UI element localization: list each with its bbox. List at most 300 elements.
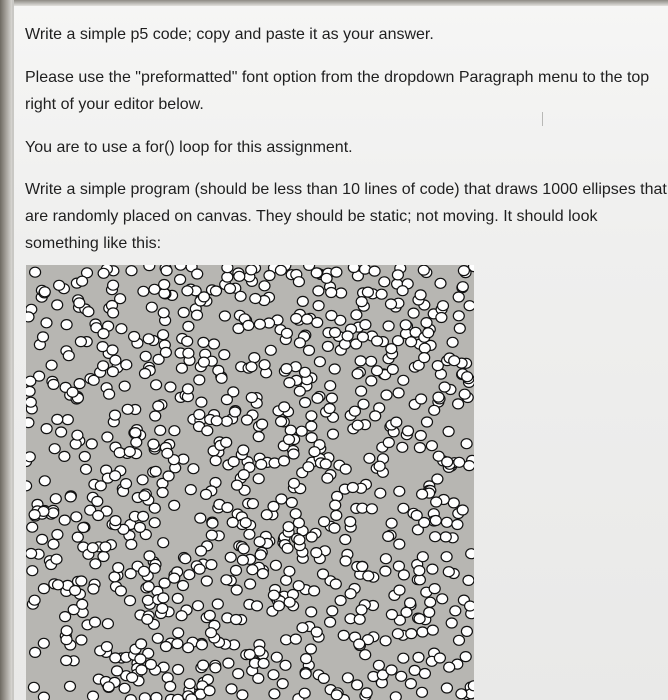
ellipse [311,627,322,637]
ellipse [49,444,60,454]
ellipse [293,581,304,591]
ellipse [427,625,438,635]
ellipse [210,663,221,673]
ellipse [115,586,126,596]
ellipse [440,532,451,542]
ellipse [104,389,115,399]
ellipse [27,522,38,532]
ellipse [28,682,39,692]
ellipse [51,554,62,564]
ellipse [196,546,207,556]
ellipse [139,566,150,576]
ellipse [253,673,264,683]
ellipse [376,289,387,299]
ellipse [150,466,161,476]
ellipse [329,523,340,533]
ellipse [417,627,428,637]
ellipse [461,439,472,449]
ellipse [194,564,205,574]
ellipse [238,470,249,480]
ellipse [422,417,433,427]
ellipse [110,653,121,663]
ellipse [313,301,324,311]
ellipse [81,464,92,474]
ellipse [453,311,464,321]
ellipse [392,629,403,639]
ellipse [259,281,270,291]
ellipse [366,504,377,514]
ellipse [450,606,461,616]
ellipse [429,584,440,594]
ellipse [107,345,118,355]
ellipse [300,367,311,377]
ellipse [380,636,391,646]
ellipse [184,679,195,689]
ellipse [363,571,374,581]
ellipse [355,356,366,366]
ellipse [271,652,282,662]
ellipse [281,328,292,338]
ellipse [56,427,67,437]
ellipse [290,509,301,519]
ellipse [413,652,424,662]
ellipse [204,610,215,620]
ellipse [121,360,132,370]
ellipse [158,330,169,340]
ellipse [180,554,191,564]
ellipse [237,555,248,565]
ellipse [360,320,371,330]
ellipse [357,562,368,572]
ellipse [424,607,435,617]
photo-frame-top-edge [0,0,668,6]
ellipse [192,310,203,320]
ellipse [299,688,310,698]
ellipse [175,275,186,285]
ellipse [98,361,109,371]
ellipse [454,457,465,467]
ellipse [242,415,253,425]
ellipse [390,692,401,700]
ellipse [26,376,36,386]
ellipse [138,511,149,521]
ellipse [88,584,99,594]
ellipse [235,291,246,301]
ellipse [354,639,365,649]
ellipse [129,332,140,342]
ellipse [188,464,199,474]
ellipse [30,267,41,277]
ellipse [340,556,351,566]
ellipse [284,566,295,576]
ellipse [447,337,458,347]
ellipse [329,364,340,374]
ellipse [126,266,137,276]
ellipse [437,594,448,604]
ellipse [257,419,268,429]
ellipse [419,669,430,679]
ellipse [275,265,286,275]
ellipse [159,280,170,290]
ellipse [392,270,403,280]
ellipse [110,516,121,526]
ellipse [139,491,150,501]
ellipse [335,596,346,606]
ellipse [361,688,372,698]
ellipse [142,595,153,605]
ellipse [246,265,257,275]
ellipse [374,461,385,471]
ellipse [198,357,209,367]
ellipse [152,633,163,643]
ellipse [429,405,440,415]
ellipse [297,296,308,306]
ellipse [238,544,249,554]
ellipse [264,271,275,281]
ellipse [169,500,180,510]
ellipse [370,411,381,421]
ellipse [259,360,270,370]
ellipse [149,563,160,573]
ellipse [356,386,367,396]
ellipse [48,379,59,389]
ellipse [131,437,142,447]
ellipse [240,518,251,528]
ellipse [183,643,194,653]
ellipse [140,369,151,379]
ellipse [314,357,325,367]
ellipse [340,464,351,474]
ellipse [221,437,232,447]
ellipse [26,452,35,462]
ellipse [293,277,304,287]
ellipse [136,665,147,675]
ellipse [70,586,81,596]
ellipse [54,280,65,290]
ellipse [306,607,317,617]
ellipse [157,488,168,498]
ellipse [134,522,145,532]
ellipse [444,662,455,672]
ellipse [398,653,409,663]
ellipse [331,267,342,277]
ellipse [415,431,426,441]
ellipse [103,682,114,692]
ellipse [221,416,232,426]
ellipse [300,398,311,408]
ellipse [127,673,138,683]
ellipse [219,350,230,360]
ellipse [155,425,166,435]
ellipse [456,689,467,699]
ellipse [280,660,291,670]
ellipse [83,307,94,317]
ellipse [322,473,333,483]
ellipse [327,606,338,616]
ellipse [268,590,279,600]
ellipse [29,510,40,520]
ellipse [383,531,394,541]
ellipse [416,394,427,404]
ellipse [206,560,217,570]
ellipse [362,287,373,297]
ellipse [222,503,233,513]
content-divider [12,0,14,700]
ellipse [441,517,452,527]
ellipse [78,523,89,533]
ellipse [258,658,269,668]
ellipse [150,411,161,421]
ellipse [26,418,34,428]
ellipse [252,601,263,611]
ellipse [119,381,130,391]
ellipse [226,684,237,694]
ellipse [98,329,109,339]
ellipse [254,537,265,547]
ellipse [414,566,425,576]
ellipse [406,629,417,639]
ellipse [110,410,121,420]
ellipse [439,382,450,392]
ellipse [463,575,474,585]
ellipse [61,656,72,666]
ellipse [198,337,209,347]
ellipse [101,642,112,652]
ellipse [26,386,35,396]
ellipse [284,435,295,445]
ellipse [182,286,193,296]
ellipse [26,397,36,407]
ellipse [383,438,394,448]
ellipse [79,452,90,462]
ellipse [163,471,174,481]
ellipse [246,362,257,372]
ellipse [357,332,368,342]
ellipse [414,443,425,453]
ellipse [52,530,63,540]
ellipse [175,265,186,270]
ellipse [178,581,189,591]
ellipse [72,430,83,440]
ellipse [324,404,335,414]
ellipse [244,649,255,659]
ellipse [245,579,256,589]
ellipse [77,276,88,286]
ellipse [140,351,151,361]
ellipse [366,376,377,386]
ellipse [87,543,98,553]
ellipse [253,474,264,484]
ellipse [233,669,244,679]
ellipse [452,520,463,530]
ellipse [294,535,305,545]
ellipse [265,345,276,355]
ellipse [383,321,394,331]
ellipse [443,567,454,577]
ellipse [345,517,356,527]
ellipse [417,687,428,697]
ellipse [222,272,233,282]
ellipse [26,481,32,491]
ellipse [356,605,367,615]
ellipse [386,610,397,620]
ellipse [211,416,222,426]
ellipse [38,692,49,700]
ellipse [246,393,257,403]
ellipse [449,356,460,366]
ellipse [165,681,176,691]
ellipse [311,548,322,558]
ellipse [143,334,154,344]
ellipse [312,318,323,328]
ellipse [192,269,203,279]
ellipse [67,387,78,397]
ellipse [369,266,380,276]
ellipse [393,388,404,398]
ellipse [223,658,234,668]
ellipse [227,517,238,527]
ellipse [90,617,101,627]
ellipse [380,566,391,576]
ellipse [234,271,245,281]
ellipse [453,292,464,302]
ellipse [247,565,258,575]
ellipse [39,476,50,486]
ellipse [144,265,155,271]
ellipse [309,447,320,457]
ellipse [88,691,99,700]
ellipse [102,619,113,629]
ellipse [406,337,417,347]
ellipse [124,447,135,457]
ellipse [161,266,172,276]
ellipse [38,332,49,342]
ellipse [270,560,281,570]
ellipse [173,665,184,675]
ellipse [386,665,397,675]
ellipse [125,596,136,606]
ellipse [403,426,414,436]
ellipse [247,499,258,509]
ellipse [326,311,337,321]
ellipse [39,287,50,297]
ellipse [38,638,49,648]
ellipse [294,338,305,348]
ellipse [426,441,437,451]
ellipse [86,439,97,449]
ellipse [228,457,239,467]
ellipse [431,497,442,507]
instruction-draw-ellipses: Write a simple program (should be less than 10 lines of code) that draws 1000 ellipses that are randomly placed on canvas. They should be static; not moving. It should look something like this: [25,181,667,252]
ellipse [250,294,261,304]
ellipse [448,498,459,508]
ellipse [110,355,121,365]
ellipse [196,397,207,407]
ellipse [386,299,397,309]
ellipse [347,483,358,493]
ellipse [114,448,125,458]
ellipse [306,532,317,542]
ellipse [253,432,264,442]
ellipse [26,549,37,559]
ellipse [293,518,304,528]
ellipse [249,353,260,363]
ellipse [195,513,206,523]
ellipse [405,679,416,689]
ellipse [304,345,315,355]
ellipse [211,286,222,296]
ellipse [74,298,85,308]
ellipse [441,552,452,562]
ellipse [381,390,392,400]
ellipse [325,617,336,627]
ellipse [231,615,242,625]
ellipse [169,426,180,436]
ellipse [401,607,412,617]
ellipse [243,320,254,330]
ellipse [53,580,64,590]
ellipse [63,351,74,361]
ellipse [244,529,255,539]
ellipse [108,280,119,290]
ellipse [394,486,405,496]
ellipse [61,320,72,330]
ellipse [283,522,294,532]
photo-frame-left-edge [0,0,12,700]
ellipse [285,425,296,435]
ellipse [257,569,268,579]
ellipse [279,402,290,412]
ellipse [225,284,236,294]
ellipse-canvas-svg [26,265,474,700]
ellipse [282,543,293,553]
ellipse [326,393,337,403]
ellipse [65,681,76,691]
example-ellipse-canvas [26,265,474,700]
ellipse [183,321,194,331]
ellipse [151,380,162,390]
ellipse [306,411,317,421]
ellipse [93,511,104,521]
ellipse [158,593,169,603]
ellipse [139,693,150,700]
ellipse [462,372,473,382]
ellipse [41,318,52,328]
ellipse [438,301,449,311]
ellipse [255,550,266,560]
ellipse [206,628,217,638]
ellipse [198,660,209,670]
ellipse [394,585,405,595]
ellipse [342,673,353,683]
ellipse [38,584,49,594]
ellipse [161,642,172,652]
ellipse [230,407,241,417]
ellipse [184,570,195,580]
ellipse [268,670,279,680]
ellipse [352,680,363,690]
ellipse [375,488,386,498]
ellipse [302,314,313,324]
ellipse [232,480,243,490]
ellipse [201,489,212,499]
ellipse [405,598,416,608]
ellipse [116,324,127,334]
ellipse [52,414,63,424]
ellipse [461,626,472,636]
ellipse [108,308,119,318]
ellipse [290,634,301,644]
